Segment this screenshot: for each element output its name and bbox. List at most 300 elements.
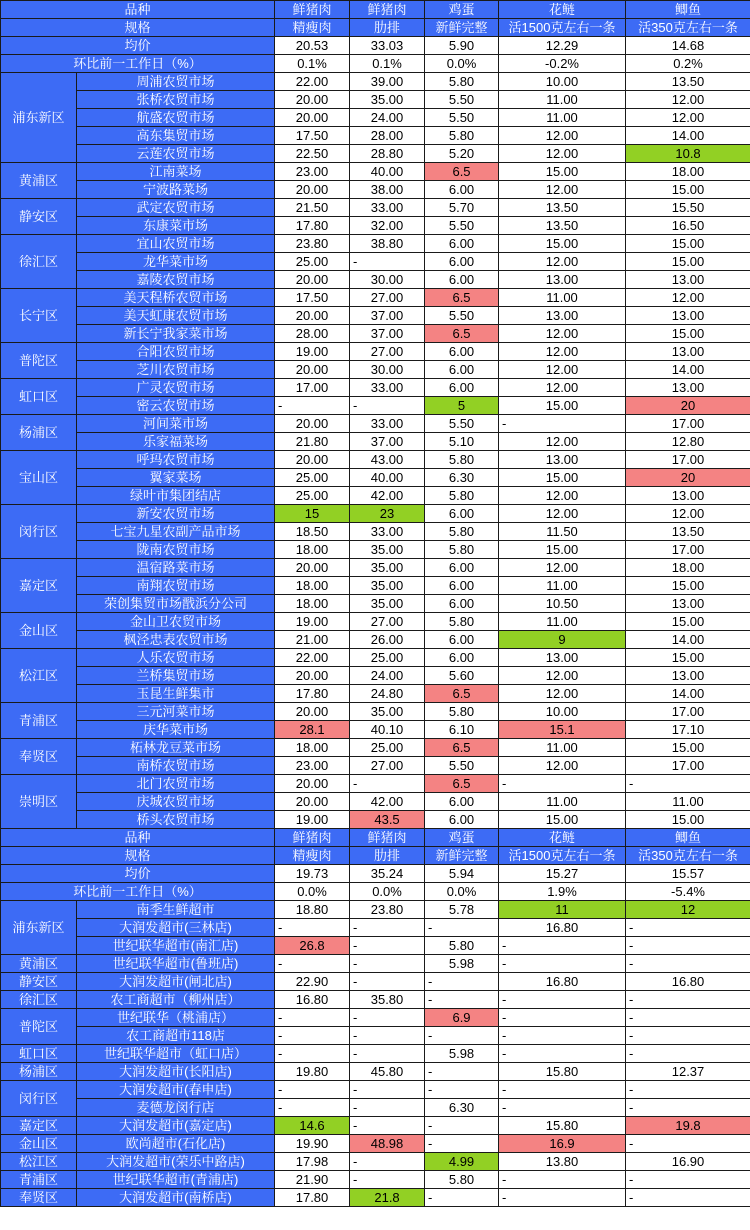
supermarket-price-cell: -: [275, 955, 350, 973]
supermarket-price-cell: 17.98: [275, 1153, 350, 1171]
supermarket-row: [1, 1153, 750, 1171]
farm-market-price-cell: 27.00: [350, 613, 425, 631]
farm-market-row: [1, 775, 750, 793]
farm-market-price-cell: 5.80: [425, 703, 499, 721]
supermarket-market-name: 大润发超市(长阳店): [77, 1063, 275, 1081]
farm-market-price-cell: 15.00: [626, 613, 750, 631]
farm-market-price-cell: 20: [626, 469, 750, 487]
farm-market-price-cell: 6.00: [425, 811, 499, 829]
super-header-spec-name: 活1500克左右一条: [499, 847, 626, 865]
supermarket-district-name: 黄浦区: [1, 955, 77, 973]
farm-market-row: [1, 127, 750, 145]
farm-market-price-cell: 13.00: [626, 343, 750, 361]
farm-header-avg-value: 33.03: [350, 37, 425, 55]
farm-market-price-cell: 12.00: [499, 505, 626, 523]
farm-market-price-cell: 12.00: [626, 91, 750, 109]
farm-market-row: [1, 793, 750, 811]
farm-market-price-cell: 20.00: [275, 793, 350, 811]
farm-market-price-cell: 15.00: [499, 469, 626, 487]
farm-market-price-cell: 6.00: [425, 559, 499, 577]
farm-market-price-cell: 33.00: [350, 379, 425, 397]
supermarket-price-cell: 6.30: [425, 1099, 499, 1117]
farm-market-price-cell: 27.00: [350, 343, 425, 361]
farm-market-price-cell: 37.00: [350, 307, 425, 325]
farm-market-row: [1, 433, 750, 451]
farm-market-price-cell: 37.00: [350, 325, 425, 343]
farm-market-row: [1, 559, 750, 577]
farm-market-price-cell: 15.00: [499, 235, 626, 253]
supermarket-market-name: 世纪联华超市(南汇店): [77, 937, 275, 955]
supermarket-district-name: 浦东新区: [1, 901, 77, 955]
farm-market-price-cell: 39.00: [350, 73, 425, 91]
supermarket-market-name: 农工商超市（柳州店）: [77, 991, 275, 1009]
farm-market-row: [1, 181, 750, 199]
farm-market-district-name: 浦东新区: [1, 73, 77, 163]
farm-market-district-name: 嘉定区: [1, 559, 77, 613]
price-table-body: [1, 1, 750, 1207]
farm-market-market-name: 三元河菜市场: [77, 703, 275, 721]
farm-market-price-cell: 20.00: [275, 271, 350, 289]
supermarket-price-cell: -: [499, 937, 626, 955]
farm-market-market-name: 密云农贸市场: [77, 397, 275, 415]
farm-market-price-cell: 5.50: [425, 757, 499, 775]
farm-market-market-name: 美天虹康农贸市场: [77, 307, 275, 325]
super-header-avg-value: 5.94: [425, 865, 499, 883]
farm-market-market-name: 航盛农贸市场: [77, 109, 275, 127]
supermarket-district-name: 徐汇区: [1, 991, 77, 1009]
farm-market-price-cell: 11.00: [499, 577, 626, 595]
farm-market-market-name: 宁波路菜场: [77, 181, 275, 199]
farm-market-price-cell: 30.00: [350, 271, 425, 289]
farm-market-market-name: 嘉陵农贸市场: [77, 271, 275, 289]
supermarket-price-cell: -: [499, 1171, 626, 1189]
farm-market-price-cell: 13.00: [626, 379, 750, 397]
farm-market-price-cell: 17.80: [275, 685, 350, 703]
supermarket-market-name: 南季生鲜超市: [77, 901, 275, 919]
farm-market-price-cell: 6.00: [425, 253, 499, 271]
farm-header-spec-label: 规格: [1, 19, 275, 37]
super-header-change-value: 0.0%: [425, 883, 499, 901]
farm-header-avg-value: 14.68: [626, 37, 750, 55]
farm-header-change-value: 0.2%: [626, 55, 750, 73]
farm-market-price-cell: 35.00: [350, 91, 425, 109]
farm-header-spec-name: 新鲜完整: [425, 19, 499, 37]
farm-market-price-cell: 9: [499, 631, 626, 649]
farm-header-spec-row: [1, 19, 750, 37]
farm-market-price-cell: 5.10: [425, 433, 499, 451]
supermarket-price-cell: 16.80: [275, 991, 350, 1009]
supermarket-price-cell: -: [425, 1189, 499, 1207]
farm-market-market-name: 合阳农贸市场: [77, 343, 275, 361]
farm-market-price-cell: 18.00: [275, 541, 350, 559]
supermarket-price-cell: 5.80: [425, 937, 499, 955]
farm-market-price-cell: 17.00: [626, 541, 750, 559]
farm-market-row: [1, 631, 750, 649]
farm-header-avg-row: [1, 37, 750, 55]
super-header-avg-value: 15.27: [499, 865, 626, 883]
farm-market-price-cell: 5.80: [425, 451, 499, 469]
farm-market-price-cell: 16.50: [626, 217, 750, 235]
farm-market-district-name: 长宁区: [1, 289, 77, 343]
farm-market-price-cell: 6.00: [425, 361, 499, 379]
farm-market-market-name: 兰桥集贸市场: [77, 667, 275, 685]
farm-market-price-cell: 23.80: [275, 235, 350, 253]
farm-market-price-cell: 13.00: [626, 595, 750, 613]
farm-header-avg-value: 12.29: [499, 37, 626, 55]
supermarket-price-cell: -: [499, 1081, 626, 1099]
farm-market-market-name: 人乐农贸市场: [77, 649, 275, 667]
supermarket-price-cell: -: [626, 1171, 750, 1189]
farm-market-row: [1, 397, 750, 415]
farm-market-price-cell: 12.00: [499, 379, 626, 397]
farm-market-price-cell: 15: [275, 505, 350, 523]
supermarket-price-cell: -: [350, 973, 425, 991]
farm-market-price-cell: 13.00: [499, 451, 626, 469]
farm-market-price-cell: 23.00: [275, 163, 350, 181]
farm-market-price-cell: 17.00: [275, 379, 350, 397]
farm-market-price-cell: 5.80: [425, 523, 499, 541]
supermarket-price-cell: -: [626, 991, 750, 1009]
supermarket-price-cell: -: [626, 1189, 750, 1207]
farm-market-price-cell: 6.00: [425, 595, 499, 613]
farm-market-row: [1, 235, 750, 253]
supermarket-price-cell: 16.90: [626, 1153, 750, 1171]
farm-header-product-name: 鲜猪肉: [350, 1, 425, 19]
supermarket-price-cell: -: [499, 991, 626, 1009]
supermarket-price-cell: 6.9: [425, 1009, 499, 1027]
farm-market-price-cell: 6.00: [425, 649, 499, 667]
supermarket-price-cell: 22.90: [275, 973, 350, 991]
supermarket-row: [1, 1099, 750, 1117]
farm-market-row: [1, 721, 750, 739]
farm-market-market-name: 桥头农贸市场: [77, 811, 275, 829]
farm-market-price-cell: 12.00: [499, 487, 626, 505]
supermarket-price-cell: -: [425, 1081, 499, 1099]
farm-market-price-cell: 13.00: [626, 667, 750, 685]
farm-market-price-cell: 18.00: [275, 577, 350, 595]
farm-market-price-cell: 15.00: [626, 577, 750, 595]
farm-market-price-cell: 15.00: [626, 649, 750, 667]
farm-market-price-cell: -: [499, 415, 626, 433]
supermarket-row: [1, 1081, 750, 1099]
farm-market-market-name: 南桥农贸市场: [77, 757, 275, 775]
farm-header-product-label: 品种: [1, 1, 275, 19]
farm-market-price-cell: 11.00: [626, 793, 750, 811]
farm-market-price-cell: 6.00: [425, 505, 499, 523]
farm-market-market-name: 七宝九星农副产品市场: [77, 523, 275, 541]
supermarket-price-cell: -: [350, 1045, 425, 1063]
farm-market-row: [1, 379, 750, 397]
farm-market-price-cell: 5.50: [425, 91, 499, 109]
supermarket-price-cell: -: [350, 937, 425, 955]
farm-header-product-row: [1, 1, 750, 19]
farm-market-price-cell: -: [350, 775, 425, 793]
farm-market-price-cell: 6.5: [425, 775, 499, 793]
farm-market-market-name: 呼玛农贸市场: [77, 451, 275, 469]
supermarket-price-cell: -: [499, 1027, 626, 1045]
farm-market-price-cell: 37.00: [350, 433, 425, 451]
supermarket-price-cell: -: [626, 1009, 750, 1027]
supermarket-price-cell: 16.80: [499, 919, 626, 937]
farm-market-price-cell: 25.00: [350, 739, 425, 757]
supermarket-price-cell: -: [275, 1045, 350, 1063]
farm-market-price-cell: 15.00: [626, 325, 750, 343]
farm-market-row: [1, 757, 750, 775]
super-header-spec-name: 新鲜完整: [425, 847, 499, 865]
farm-market-price-cell: 43.00: [350, 451, 425, 469]
farm-market-row: [1, 73, 750, 91]
farm-market-price-cell: 10.00: [499, 73, 626, 91]
farm-market-price-cell: 17.00: [626, 451, 750, 469]
supermarket-district-name: 嘉定区: [1, 1117, 77, 1135]
farm-header-change-label: 环比前一工作日（%）: [1, 55, 275, 73]
farm-market-price-cell: 13.00: [626, 487, 750, 505]
supermarket-price-cell: -: [626, 1027, 750, 1045]
supermarket-price-cell: 19.8: [626, 1117, 750, 1135]
farm-market-price-cell: 21.80: [275, 433, 350, 451]
farm-market-row: [1, 199, 750, 217]
super-header-change-value: -5.4%: [626, 883, 750, 901]
farm-market-price-cell: 13.50: [499, 217, 626, 235]
supermarket-price-cell: 12.37: [626, 1063, 750, 1081]
farm-market-price-cell: 20.00: [275, 91, 350, 109]
farm-market-price-cell: 12.00: [499, 559, 626, 577]
farm-market-price-cell: 12.00: [499, 253, 626, 271]
farm-market-market-name: 柘林龙豆菜市场: [77, 739, 275, 757]
supermarket-district-name: 松江区: [1, 1153, 77, 1171]
farm-market-district-name: 黄浦区: [1, 163, 77, 199]
farm-market-price-cell: 28.00: [350, 127, 425, 145]
super-header-avg-value: 15.57: [626, 865, 750, 883]
supermarket-price-cell: -: [425, 1027, 499, 1045]
farm-market-district-name: 杨浦区: [1, 415, 77, 451]
farm-market-price-cell: 35.00: [350, 559, 425, 577]
supermarket-price-cell: 19.80: [275, 1063, 350, 1081]
supermarket-price-cell: 12: [626, 901, 750, 919]
super-header-product-name: 鲫鱼: [626, 829, 750, 847]
farm-market-price-cell: 24.00: [350, 667, 425, 685]
supermarket-row: [1, 1045, 750, 1063]
supermarket-price-cell: 5.80: [425, 1171, 499, 1189]
supermarket-market-name: 大润发超市(嘉定店): [77, 1117, 275, 1135]
supermarket-price-cell: -: [626, 919, 750, 937]
super-header-avg-label: 均价: [1, 865, 275, 883]
farm-market-price-cell: 18.00: [275, 739, 350, 757]
farm-market-district-name: 虹口区: [1, 379, 77, 415]
supermarket-market-name: 大润发超市(三林店): [77, 919, 275, 937]
farm-market-price-cell: 28.80: [350, 145, 425, 163]
farm-market-row: [1, 577, 750, 595]
farm-market-price-cell: 13.50: [626, 523, 750, 541]
farm-market-price-cell: 20.00: [275, 415, 350, 433]
farm-market-row: [1, 667, 750, 685]
supermarket-price-cell: 23.80: [350, 901, 425, 919]
farm-market-market-name: 河间菜市场: [77, 415, 275, 433]
farm-header-change-value: 0.0%: [425, 55, 499, 73]
supermarket-row: [1, 955, 750, 973]
farm-market-row: [1, 163, 750, 181]
farm-market-price-cell: 28.00: [275, 325, 350, 343]
farm-market-market-name: 新长宁我家菜市场: [77, 325, 275, 343]
farm-market-price-cell: 6.5: [425, 163, 499, 181]
farm-market-price-cell: 6.00: [425, 631, 499, 649]
farm-market-price-cell: 5.80: [425, 541, 499, 559]
farm-market-row: [1, 523, 750, 541]
farm-market-price-cell: 13.00: [499, 307, 626, 325]
farm-market-price-cell: 22.00: [275, 73, 350, 91]
farm-market-row: [1, 253, 750, 271]
farm-market-price-cell: 25.00: [275, 469, 350, 487]
supermarket-price-cell: 17.80: [275, 1189, 350, 1207]
farm-market-district-name: 宝山区: [1, 451, 77, 505]
supermarket-row: [1, 1027, 750, 1045]
supermarket-price-cell: -: [499, 1099, 626, 1117]
supermarket-district-name: 静安区: [1, 973, 77, 991]
farm-market-price-cell: 5.80: [425, 613, 499, 631]
farm-market-price-cell: 13.00: [499, 271, 626, 289]
farm-market-price-cell: 12.00: [499, 361, 626, 379]
supermarket-price-cell: 21.90: [275, 1171, 350, 1189]
farm-market-price-cell: 5.80: [425, 487, 499, 505]
farm-market-price-cell: 13.00: [626, 271, 750, 289]
farm-market-price-cell: 6.00: [425, 235, 499, 253]
farm-market-market-name: 陇南农贸市场: [77, 541, 275, 559]
farm-market-price-cell: 10.50: [499, 595, 626, 613]
supermarket-price-cell: 16.9: [499, 1135, 626, 1153]
super-header-avg-value: 35.24: [350, 865, 425, 883]
farm-market-price-cell: 15.00: [499, 811, 626, 829]
farm-header-avg-label: 均价: [1, 37, 275, 55]
farm-market-price-cell: 6.00: [425, 181, 499, 199]
farm-market-price-cell: 18.00: [275, 595, 350, 613]
farm-market-price-cell: 5.80: [425, 127, 499, 145]
supermarket-price-cell: 21.8: [350, 1189, 425, 1207]
farm-market-price-cell: 20.00: [275, 667, 350, 685]
farm-market-price-cell: 6.00: [425, 271, 499, 289]
farm-market-price-cell: 6.5: [425, 289, 499, 307]
farm-header-change-row: [1, 55, 750, 73]
supermarket-price-cell: -: [350, 1099, 425, 1117]
farm-market-price-cell: 5.50: [425, 415, 499, 433]
farm-market-price-cell: 11.00: [499, 613, 626, 631]
farm-market-price-cell: 6.00: [425, 343, 499, 361]
supermarket-district-name: 金山区: [1, 1135, 77, 1153]
farm-market-price-cell: 20.00: [275, 559, 350, 577]
supermarket-price-cell: -: [425, 991, 499, 1009]
farm-header-change-value: -0.2%: [499, 55, 626, 73]
farm-market-district-name: 青浦区: [1, 703, 77, 739]
supermarket-price-cell: 18.80: [275, 901, 350, 919]
farm-market-district-name: 崇明区: [1, 775, 77, 829]
supermarket-row: [1, 1009, 750, 1027]
supermarket-row: [1, 1063, 750, 1081]
supermarket-market-name: 麦德龙闵行店: [77, 1099, 275, 1117]
supermarket-price-cell: 16.80: [499, 973, 626, 991]
farm-market-price-cell: 17.50: [275, 289, 350, 307]
farm-market-price-cell: 24.80: [350, 685, 425, 703]
farm-market-row: [1, 703, 750, 721]
farm-market-price-cell: 12.00: [499, 181, 626, 199]
farm-market-price-cell: 15.00: [626, 253, 750, 271]
farm-market-price-cell: 5.50: [425, 109, 499, 127]
farm-market-price-cell: 5.80: [425, 73, 499, 91]
farm-market-market-name: 乐家福菜场: [77, 433, 275, 451]
farm-market-price-cell: 35.00: [350, 577, 425, 595]
farm-market-row: [1, 685, 750, 703]
supermarket-price-cell: -: [350, 919, 425, 937]
farm-market-price-cell: 17.10: [626, 721, 750, 739]
supermarket-price-cell: -: [499, 1009, 626, 1027]
farm-market-price-cell: 19.00: [275, 343, 350, 361]
farm-market-market-name: 新安农贸市场: [77, 505, 275, 523]
supermarket-market-name: 大润发超市(南桥店): [77, 1189, 275, 1207]
farm-market-market-name: 翼家菜场: [77, 469, 275, 487]
farm-market-price-cell: -: [275, 397, 350, 415]
farm-market-price-cell: 27.00: [350, 757, 425, 775]
supermarket-price-cell: -: [626, 955, 750, 973]
farm-market-price-cell: 11.00: [499, 91, 626, 109]
farm-market-price-cell: 12.00: [499, 343, 626, 361]
super-header-spec-row: [1, 847, 750, 865]
farm-market-row: [1, 595, 750, 613]
super-header-product-name: 鸡蛋: [425, 829, 499, 847]
farm-market-price-cell: 35.00: [350, 595, 425, 613]
farm-market-price-cell: 13.00: [499, 649, 626, 667]
farm-market-market-name: 龙华菜市场: [77, 253, 275, 271]
farm-market-price-cell: 20.00: [275, 109, 350, 127]
supermarket-price-cell: -: [275, 1081, 350, 1099]
supermarket-row: [1, 1171, 750, 1189]
farm-market-price-cell: -: [350, 397, 425, 415]
farm-market-price-cell: 32.00: [350, 217, 425, 235]
farm-market-row: [1, 91, 750, 109]
supermarket-price-cell: 11: [499, 901, 626, 919]
farm-market-price-cell: 6.00: [425, 379, 499, 397]
farm-market-price-cell: 11.00: [499, 739, 626, 757]
supermarket-row: [1, 937, 750, 955]
farm-market-price-cell: 15.00: [626, 811, 750, 829]
farm-header-change-value: 0.1%: [350, 55, 425, 73]
supermarket-market-name: 世纪联华超市(鲁班店): [77, 955, 275, 973]
farm-market-row: [1, 343, 750, 361]
farm-market-market-name: 玉昆生鲜集市: [77, 685, 275, 703]
supermarket-row: [1, 1189, 750, 1207]
farm-market-market-name: 枫泾忠表农贸市场: [77, 631, 275, 649]
farm-header-avg-value: 5.90: [425, 37, 499, 55]
supermarket-price-cell: 15.80: [499, 1063, 626, 1081]
farm-market-price-cell: 18.00: [626, 163, 750, 181]
supermarket-price-cell: -: [499, 1045, 626, 1063]
supermarket-price-cell: -: [626, 1099, 750, 1117]
farm-market-price-cell: 33.00: [350, 199, 425, 217]
farm-market-price-cell: 5.60: [425, 667, 499, 685]
supermarket-price-cell: -: [626, 937, 750, 955]
farm-market-district-name: 金山区: [1, 613, 77, 649]
supermarket-market-name: 世纪联华（桃浦店）: [77, 1009, 275, 1027]
farm-market-price-cell: 15.00: [626, 235, 750, 253]
supermarket-market-name: 世纪联华超市(青浦店): [77, 1171, 275, 1189]
supermarket-price-cell: -: [275, 1099, 350, 1117]
farm-market-price-cell: 10.8: [626, 145, 750, 163]
super-header-product-row: [1, 829, 750, 847]
farm-market-price-cell: 14.00: [626, 685, 750, 703]
supermarket-price-cell: 19.90: [275, 1135, 350, 1153]
supermarket-price-cell: -: [425, 1063, 499, 1081]
farm-market-price-cell: 15.00: [499, 397, 626, 415]
supermarket-district-name: 杨浦区: [1, 1063, 77, 1081]
farm-market-market-name: 美天程桥农贸市场: [77, 289, 275, 307]
farm-market-row: [1, 451, 750, 469]
